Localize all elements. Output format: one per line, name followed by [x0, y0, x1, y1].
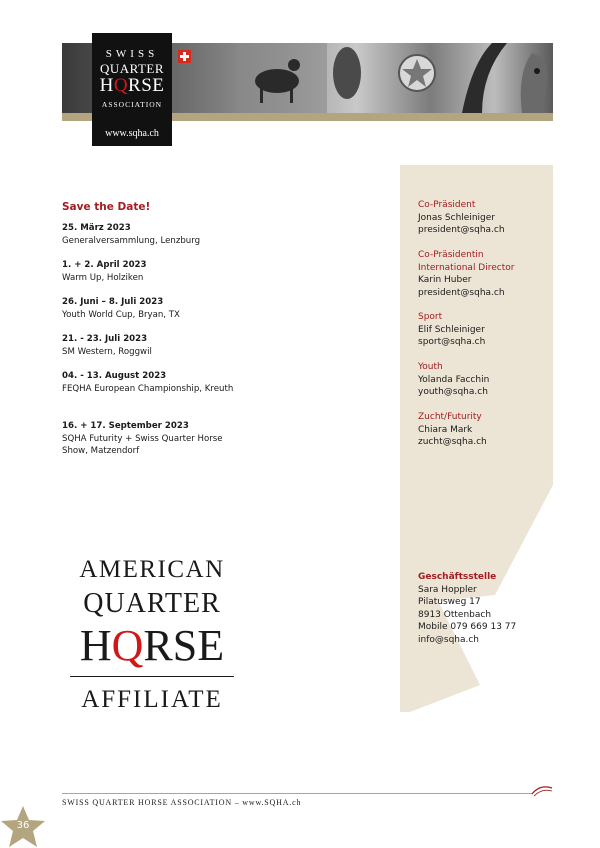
event-item	[62, 333, 262, 358]
office-name: Sara Hoppler	[418, 584, 477, 595]
footer-divider	[62, 793, 532, 794]
contact-name: Chiara Mark	[418, 424, 473, 435]
contact-email[interactable]: president@sqha.ch	[418, 225, 505, 235]
contact-name: Jonas Schleiniger	[418, 212, 495, 223]
contact-block-zucht	[418, 411, 487, 449]
contact-role: Sport	[418, 312, 443, 322]
aqha-horse-rest: RSE	[143, 621, 225, 670]
office-email[interactable]: info@sqha.ch	[418, 634, 480, 645]
save-the-date-title: Save the Date!	[62, 201, 151, 213]
event-place: Generalversammlung, Lenzburg	[62, 235, 201, 246]
logo-url[interactable]: www.sqha.ch	[105, 128, 159, 139]
contact-name: Yolanda Facchin	[418, 374, 490, 385]
aqha-horse-q: Q	[111, 621, 144, 670]
logo-association-text: ASSOCIATION	[101, 100, 163, 109]
office-city: 8913 Ottenbach	[418, 609, 492, 620]
logo-horse-rest: RSE	[128, 75, 165, 96]
swoosh-icon	[530, 782, 554, 798]
event-date: 1. + 2. April 2023	[62, 260, 147, 270]
contact-email[interactable]: sport@sqha.ch	[418, 337, 486, 347]
aqha-affiliate-text: AFFILIATE	[81, 686, 223, 713]
event-date: 25. März 2023	[62, 223, 131, 233]
contact-email[interactable]: president@sqha.ch	[418, 287, 505, 298]
contact-role: Zucht/Futurity	[418, 412, 482, 422]
contact-block-youth	[418, 361, 489, 399]
event-date: 04. - 13. August 2023	[62, 371, 167, 381]
event-place: Youth World Cup, Bryan, TX	[62, 309, 180, 320]
event-item	[62, 420, 237, 458]
event-place: SQHA Futurity + Swiss Quarter Horse Show, Matzendorf	[62, 433, 223, 456]
contact-block-co-president-international	[418, 249, 514, 299]
event-item	[62, 370, 237, 395]
event-item	[62, 259, 262, 284]
contact-email[interactable]: youth@sqha.ch	[418, 387, 488, 397]
aqha-horse-h: H	[79, 621, 112, 670]
logo-horse-text	[92, 75, 172, 97]
aqha-divider	[70, 676, 234, 677]
event-place: Warm Up, Holziken	[62, 272, 144, 283]
event-item	[62, 222, 262, 247]
logo-horse-h: H	[99, 75, 114, 96]
contact-email[interactable]: zucht@sqha.ch	[418, 437, 487, 447]
event-date: 21. - 23. Juli 2023	[62, 334, 148, 344]
contact-name: Karin Huber	[418, 275, 472, 285]
office-block	[418, 571, 516, 646]
contact-block-co-president	[418, 199, 505, 237]
footer-text: SWISS QUARTER HORSE ASSOCIATION – www.SQHA.ch	[62, 798, 302, 807]
swiss-flag-icon	[178, 50, 191, 63]
office-mobile: Mobile 079 669 13 77	[418, 622, 517, 632]
office-title: Geschäftsstelle	[418, 572, 497, 582]
aqha-horse-text	[62, 620, 242, 671]
office-street: Pilatusweg 17	[418, 597, 481, 607]
sqha-logo	[92, 33, 172, 146]
logo-horse-q: Q	[113, 75, 129, 96]
logo-quarter-text: QUARTER	[99, 61, 165, 76]
logo-swiss-text: SWISS	[105, 48, 159, 60]
contact-role-secondary: International Director	[418, 262, 515, 273]
page-number: 36	[16, 820, 30, 831]
event-place: FEQHA European Championship, Kreuth	[62, 383, 234, 394]
aqha-american-text: AMERICAN	[79, 556, 225, 583]
aqha-quarter-text: QUARTER	[83, 588, 221, 619]
contact-role: Co-Präsidentin	[418, 250, 484, 260]
event-date: 26. Juni – 8. Juli 2023	[62, 297, 164, 307]
contact-name: Elif Schleiniger	[418, 324, 485, 335]
event-date: 16. + 17. September 2023	[62, 421, 189, 431]
contact-block-sport	[418, 311, 485, 349]
event-item	[62, 296, 262, 321]
event-place: SM Western, Roggwil	[62, 346, 152, 357]
contact-role: Youth	[418, 362, 443, 372]
contact-role: Co-Präsident	[418, 200, 476, 210]
